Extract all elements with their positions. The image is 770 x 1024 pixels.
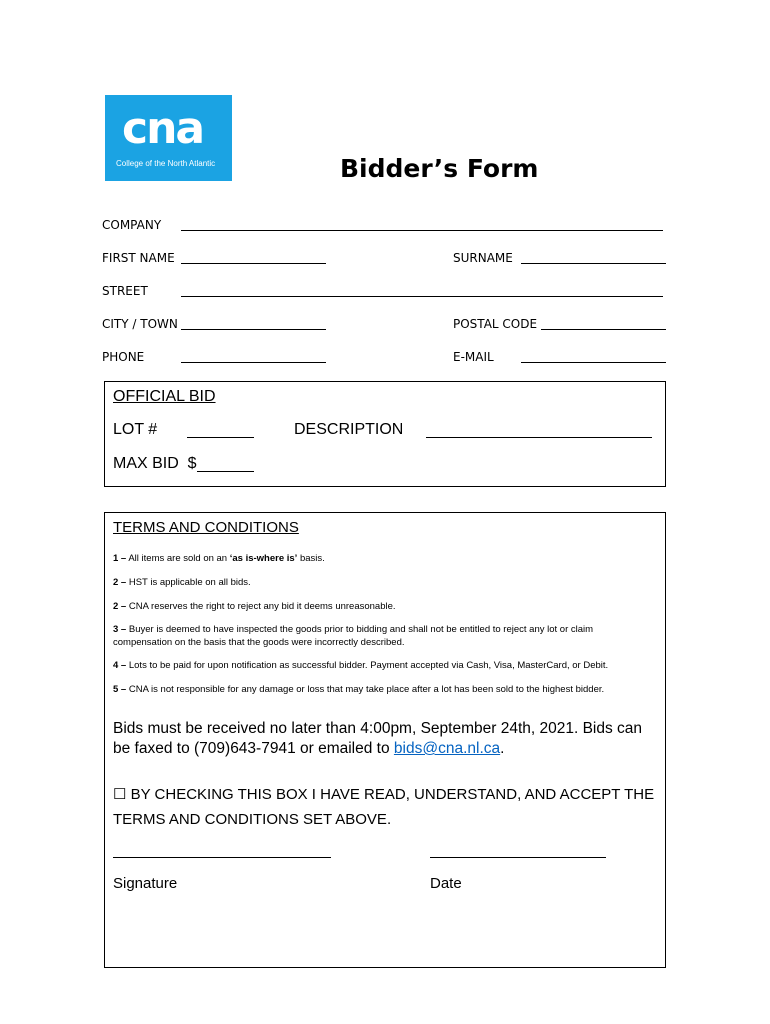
term-text: HST is applicable on all bids.: [128, 577, 251, 588]
lot-field[interactable]: [187, 437, 254, 438]
term-text: Buyer is deemed to have inspected the goods prior to bidding and shall not be entitled to reject any lot or claim compensation on the basis that the goods were incorrectly described.: [113, 624, 594, 648]
term-text: Lots to be paid for upon notification as successful bidder. Payment accepted via Cash, Visa, MasterCard, or Debit.: [128, 660, 609, 671]
first-name-label: FIRST NAME: [102, 251, 175, 265]
street-label: STREET: [102, 284, 148, 298]
lot-label: LOT #: [113, 421, 158, 438]
term-number: 2 –: [113, 601, 127, 612]
cna-logo: [105, 95, 232, 181]
first-name-field[interactable]: [181, 263, 326, 264]
phone-field[interactable]: [181, 362, 326, 363]
city-town-label: CITY / TOWN: [102, 317, 178, 331]
term-text: CNA is not responsible for any damage or loss that may take place after a lot has been sold to the highest bidder.: [128, 684, 605, 695]
term-text: CNA reserves the right to reject any bid it deems unreasonable.: [128, 601, 396, 612]
signature-label: Signature: [113, 875, 178, 892]
date-field[interactable]: [430, 857, 606, 858]
max-bid-label: MAX BID $: [113, 455, 197, 472]
city-town-field[interactable]: [181, 329, 326, 330]
phone-label: PHONE: [102, 350, 145, 364]
street-field[interactable]: [181, 296, 663, 297]
page-title: Bidder’s Form: [340, 154, 539, 183]
accept-checkbox[interactable]: ☐: [113, 786, 127, 803]
term-number: 1 –: [113, 553, 127, 564]
postal-code-label: POSTAL CODE: [453, 317, 538, 331]
postal-code-field[interactable]: [541, 329, 666, 330]
term-number: 3 –: [113, 624, 127, 635]
company-field[interactable]: [181, 230, 663, 231]
term-item: [113, 659, 658, 672]
term-item: [113, 600, 658, 613]
description-label: DESCRIPTION: [294, 421, 404, 438]
email-field[interactable]: [521, 362, 666, 363]
logo-subtitle: College of the North Atlantic: [116, 159, 216, 168]
term-item: [113, 623, 633, 649]
accept-text: BY CHECKING THIS BOX I HAVE READ, UNDERSTAND, AND ACCEPT THE TERMS AND CONDITIONS SET ABOVE.: [113, 786, 655, 828]
official-bid-heading: OFFICIAL BID: [113, 388, 216, 405]
surname-field[interactable]: [521, 263, 666, 264]
logo-mark: cna: [122, 103, 204, 154]
term-number: 2 –: [113, 577, 127, 588]
deadline-notice: [113, 719, 658, 759]
term-text: basis.: [297, 553, 325, 564]
term-number: 4 –: [113, 660, 127, 671]
deadline-text: Bids must be received no later than 4:00pm, September 24th, 2021. Bids can be faxed to (709)643-7941 or emailed to: [113, 720, 643, 757]
deadline-end: .: [500, 740, 505, 757]
term-item: [113, 576, 658, 589]
surname-label: SURNAME: [453, 251, 513, 265]
email-label: E-MAIL: [453, 350, 494, 364]
terms-heading: TERMS AND CONDITIONS: [113, 519, 299, 536]
date-label: Date: [430, 875, 462, 892]
description-field[interactable]: [426, 437, 652, 438]
max-bid-field[interactable]: [197, 471, 254, 472]
term-emphasis: ‘as is-where is’: [229, 553, 298, 564]
term-text: All items are sold on an: [128, 553, 230, 564]
term-number: 5 –: [113, 684, 127, 695]
acceptance-statement: [113, 782, 658, 832]
bids-email-link[interactable]: bids@cna.nl.ca: [393, 740, 501, 757]
company-label: COMPANY: [102, 218, 162, 232]
term-item: [113, 552, 658, 565]
term-item: [113, 683, 658, 696]
signature-field[interactable]: [113, 857, 331, 858]
